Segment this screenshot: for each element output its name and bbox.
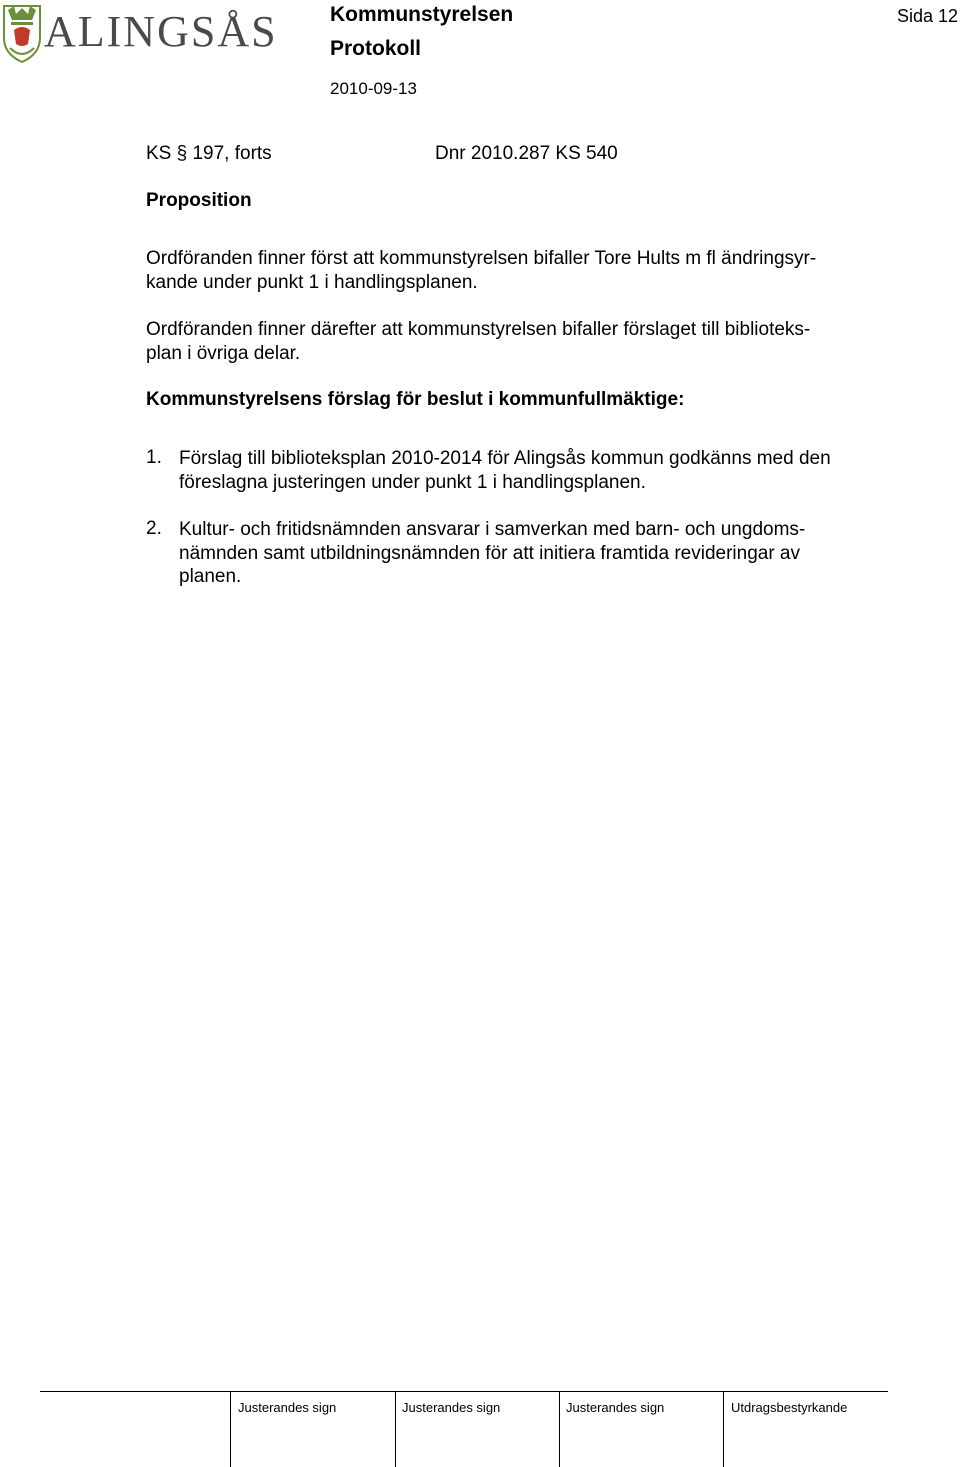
list-item-number: 1. bbox=[146, 447, 162, 468]
document-type: Protokoll bbox=[330, 37, 422, 60]
footer-column-divider bbox=[559, 1391, 560, 1467]
list-item-line: nämnden samt utbildningsnämnden för att initiera framtida revideringar av bbox=[179, 542, 800, 564]
signature-box-label: Justerandes sign bbox=[238, 1400, 337, 1415]
footer-column-divider bbox=[395, 1391, 396, 1467]
signature-box-label: Justerandes sign bbox=[566, 1400, 665, 1415]
proposal-heading: Kommunstyrelsens förslag för beslut i kommunfullmäktige: bbox=[146, 389, 685, 410]
meeting-date: 2010-09-13 bbox=[330, 79, 417, 98]
diary-number: Dnr 2010.287 KS 540 bbox=[435, 143, 618, 164]
paragraph-first-ruling bbox=[146, 247, 886, 295]
list-item bbox=[179, 447, 899, 494]
municipality-logo bbox=[0, 4, 278, 64]
list-item-line: planen. bbox=[179, 566, 242, 587]
footer-column-divider bbox=[230, 1391, 231, 1467]
list-item-number: 2. bbox=[146, 518, 162, 539]
list-item bbox=[179, 518, 899, 589]
proposition-heading: Proposition bbox=[146, 190, 252, 211]
paragraph-line: Ordföranden finner först att kommunstyrelsen bifaller Tore Hults m fl ändringsyr- bbox=[146, 248, 817, 269]
list-item-line: föreslagna justeringen under punkt 1 i handlingsplanen. bbox=[179, 471, 646, 493]
paragraph-line: kande under punkt 1 i handlingsplanen. bbox=[146, 272, 478, 293]
crest-icon bbox=[2, 4, 42, 64]
signature-box-label: Justerandes sign bbox=[402, 1400, 501, 1415]
paragraph-reference: KS § 197, forts bbox=[146, 143, 272, 164]
page-number: Sida 12 bbox=[897, 6, 959, 26]
list-item-line: Förslag till biblioteksplan 2010-2014 för Alingsås kommun godkänns med den bbox=[179, 448, 831, 469]
paragraph-line: plan i övriga delar. bbox=[146, 343, 301, 364]
list-item-line: Kultur- och fritidsnämnden ansvarar i samverkan med barn- och ungdoms- bbox=[179, 519, 806, 540]
signature-footer bbox=[40, 1391, 888, 1467]
certification-box-label: Utdragsbestyrkande bbox=[731, 1400, 848, 1415]
paragraph-second-ruling bbox=[146, 318, 886, 366]
logo-wordmark: ALINGSÅS bbox=[44, 7, 278, 56]
paragraph-line: Ordföranden finner därefter att kommunstyrelsen bifaller förslaget till biblioteks- bbox=[146, 319, 811, 340]
organization-name: Kommunstyrelsen bbox=[330, 3, 514, 26]
footer-column-divider bbox=[723, 1391, 724, 1467]
footer-divider bbox=[40, 1391, 888, 1392]
